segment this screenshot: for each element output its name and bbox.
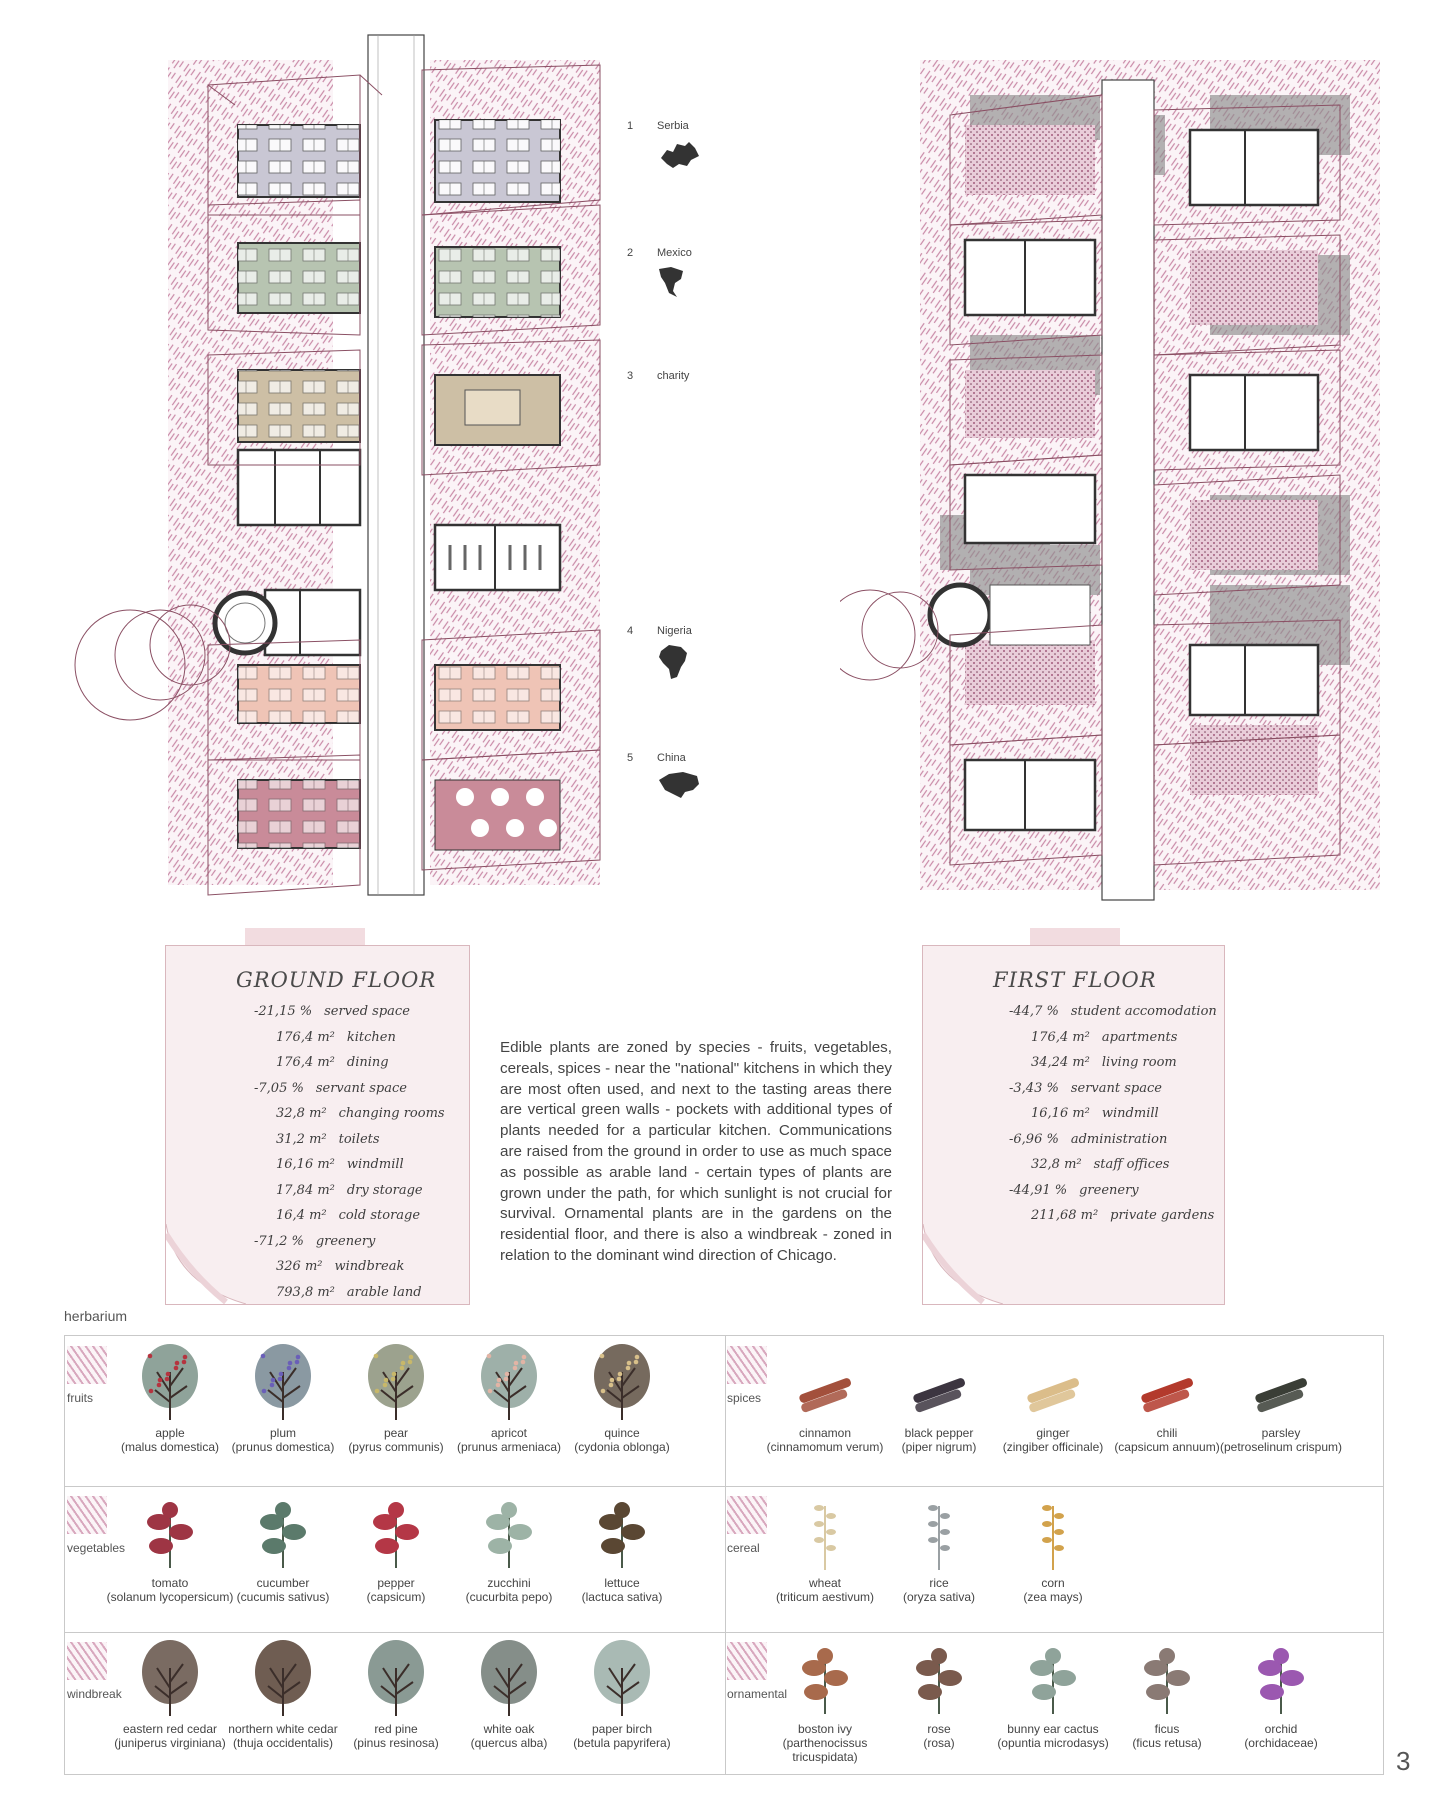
country-name: charity [657, 370, 690, 382]
pear-icon [361, 1342, 431, 1422]
note-line-value: 31,2 m² [276, 1131, 327, 1147]
plant-latin-name: (capsicum) [366, 1590, 426, 1604]
note-line [254, 1234, 375, 1249]
plant-name: quince [604, 1426, 640, 1440]
note-line-label: windmill [346, 1157, 404, 1172]
plant-latin-name: (zingiber officinale) [1002, 1440, 1104, 1454]
ground-floor-plan [60, 25, 720, 905]
plant-name: northern white cedar [228, 1722, 338, 1736]
note-line-label: arable land [346, 1284, 422, 1300]
note-line [1009, 1183, 1139, 1198]
plant-latin-name: (opuntia microdasys) [997, 1736, 1109, 1750]
cinnamon-icon [790, 1342, 860, 1422]
plant-latin-name: (betula papyrifera) [573, 1736, 671, 1750]
plant-latin-name: (malus domestica) [120, 1440, 220, 1454]
mexico-dining [435, 247, 560, 317]
plant-latin-name: (capsicum annuum) [1114, 1440, 1220, 1454]
note-line-value: -71,2 % [254, 1233, 304, 1249]
note-line-value: 16,16 m² [1031, 1106, 1090, 1121]
plant-name: ginger [1036, 1426, 1070, 1440]
note-line-value: 34,24 m² [1031, 1055, 1090, 1070]
plant-name: bunny ear cactus [1007, 1722, 1099, 1736]
orchid-icon [1246, 1638, 1316, 1718]
tomato-icon [135, 1492, 205, 1572]
note-line-label: servant space [315, 1080, 407, 1096]
paper-birch-icon [587, 1638, 657, 1718]
apple-icon [135, 1342, 205, 1422]
plant-name: cucumber [256, 1576, 310, 1590]
note-line-value: 17,84 m² [276, 1182, 335, 1198]
country-number: 1 [627, 120, 634, 132]
north-america-map-icon [657, 265, 687, 299]
ficus-icon [1132, 1638, 1202, 1718]
plant-name: wheat [808, 1576, 842, 1590]
nigeria-kitchen [238, 665, 360, 723]
black-pepper-icon [904, 1342, 974, 1422]
plant-latin-name: (petroselinum crispum) [1219, 1440, 1343, 1454]
plant-latin-name: (orchidaceae) [1244, 1736, 1318, 1750]
private-garden [965, 125, 1095, 195]
country-number: 5 [627, 752, 634, 764]
category-label: fruits [67, 1391, 94, 1405]
plant-item [1206, 1638, 1356, 1750]
plant-name: cinnamon [798, 1426, 852, 1440]
plant-name: lettuce [604, 1576, 640, 1590]
country-name: Nigeria [657, 625, 692, 637]
lettuce-icon [587, 1492, 657, 1572]
plant-latin-name: (rosa) [923, 1736, 955, 1750]
private-garden [1190, 500, 1318, 570]
plant-latin-name: (ficus retusa) [1132, 1736, 1202, 1750]
note-line [276, 1157, 404, 1172]
changing-rooms [238, 450, 360, 525]
note-line [1009, 1132, 1167, 1147]
note-line-label: private gardens [1110, 1208, 1215, 1223]
asia-map-icon [657, 770, 701, 800]
note-line [1009, 1004, 1217, 1019]
ground-floor-note [165, 945, 470, 1305]
country-number: 3 [627, 370, 634, 382]
plant-name: white oak [483, 1722, 535, 1736]
note-line [254, 1004, 410, 1019]
plant-latin-name: (solanum lycopersicum) [106, 1590, 234, 1604]
note-line [1031, 1106, 1159, 1121]
page-curl-icon [166, 1224, 246, 1304]
note-line-label: greenery [315, 1233, 376, 1249]
note-line [1031, 1208, 1214, 1223]
chili-icon [1132, 1342, 1202, 1422]
zucchini-icon [474, 1492, 544, 1572]
red-pine-icon [361, 1638, 431, 1718]
wheat-icon [790, 1492, 860, 1572]
plant-item [547, 1638, 697, 1750]
category-label: spices [727, 1391, 762, 1405]
note-line [276, 1030, 396, 1045]
mexico-kitchen [238, 243, 360, 313]
storage-rooms [265, 590, 360, 655]
project-description: Edible plants are zoned by species - fruits, vegetables, cereals, spices - near the "national" kitchens in which they are most often used, and next to the tasting areas there are vertical green walls - pockets with additional types of plants needed for a particular kitchen. Communications are raised from the ground in order to use as much space as possible as arable land - certain types of plants are grown under the path, for which sunlight is not crucial for survival. Ornamental plants are in the gardens on the residential floor, and there is also a windbreak - zoned in relation to the dominant wind direction of Chicago. [500, 1039, 892, 1264]
serbia-dining [435, 120, 560, 202]
country-label-charity [627, 370, 717, 440]
note-line-value: 16,16 m² [276, 1157, 335, 1172]
plant-latin-name: (prunus domestica) [231, 1440, 335, 1454]
corn-icon [1018, 1492, 1088, 1572]
plant-latin-name: (pinus resinosa) [353, 1736, 439, 1750]
note-line-label: living room [1101, 1055, 1177, 1070]
nigeria-dining [435, 665, 560, 730]
note-line [1031, 1030, 1177, 1045]
country-label-serbia [627, 120, 717, 190]
note-line [276, 1055, 389, 1070]
plant-latin-name: (cydonia oblonga) [574, 1440, 670, 1454]
private-garden [965, 370, 1095, 438]
rose-icon [904, 1638, 974, 1718]
note-line-label: changing rooms [338, 1106, 445, 1121]
note-line-label: toilets [338, 1131, 380, 1147]
note-line-value: 326 m² [276, 1259, 323, 1274]
cucumber-icon [248, 1492, 318, 1572]
plant-latin-name: (cucurbita pepo) [465, 1590, 553, 1604]
plant-latin-name: (lactuca sativa) [581, 1590, 663, 1604]
country-label-mexico [627, 247, 717, 317]
toilets [435, 525, 560, 590]
category-label: vegetables [67, 1541, 126, 1555]
plant-name: rose [927, 1722, 951, 1736]
note-line [276, 1106, 445, 1121]
rice-icon [904, 1492, 974, 1572]
plant-latin-name: (cucumis sativus) [236, 1590, 330, 1604]
note-line-value: 793,8 m² [276, 1284, 335, 1300]
plant-name: pepper [377, 1576, 415, 1590]
plant-name: ficus [1154, 1722, 1180, 1736]
pepper-icon [361, 1492, 431, 1572]
plant-name: rice [929, 1576, 949, 1590]
note-line-value: 176,4 m² [1031, 1029, 1090, 1045]
plant-name: apple [155, 1426, 185, 1440]
plant-latin-name: (prunus armeniaca) [456, 1440, 562, 1454]
plant-latin-name: (zea mays) [1023, 1590, 1083, 1604]
note-line-value: 16,4 m² [276, 1208, 327, 1223]
plant-latin-name: (oryza sativa) [902, 1590, 976, 1604]
note-line [276, 1259, 404, 1274]
plant-name: boston ivy [797, 1722, 853, 1736]
plant-latin-name: (parthenocissus tricuspidata) [782, 1736, 868, 1764]
note-line-label: student accomodation [1070, 1004, 1217, 1019]
china-kitchen [238, 780, 360, 848]
note-line-value: -3,43 % [1009, 1080, 1059, 1096]
white-oak-icon [474, 1638, 544, 1718]
note-line-label: servant space [1070, 1080, 1162, 1096]
note-title: FIRST FLOOR [993, 968, 1157, 992]
plant-name: eastern red cedar [122, 1722, 218, 1736]
central-corridor [368, 35, 424, 895]
herbarium-table [64, 1335, 1384, 1775]
plant-item [547, 1342, 697, 1454]
page-number: 3 [1396, 1746, 1411, 1776]
country-name: Mexico [657, 247, 692, 259]
plant-name: tomato [151, 1576, 189, 1590]
note-line [276, 1285, 422, 1300]
china-dining [435, 780, 560, 850]
note-line-label: windmill [1101, 1106, 1159, 1121]
private-garden [1190, 250, 1318, 325]
plant-name: plum [269, 1426, 296, 1440]
africa-map-icon [657, 643, 691, 681]
note-line-value: -44,91 % [1009, 1182, 1068, 1198]
country-number: 4 [627, 625, 634, 637]
note-line [1009, 1081, 1162, 1096]
category-label: ornamental [727, 1687, 788, 1701]
note-line-value: 176,4 m² [276, 1055, 335, 1070]
note-line [276, 1132, 380, 1147]
first-floor-plan [840, 25, 1400, 905]
country-label-nigeria [627, 625, 717, 695]
note-line-label: apartments [1101, 1029, 1178, 1045]
note-line-value: 211,68 m² [1031, 1208, 1099, 1223]
plant-latin-name: (cinnamomum verum) [766, 1440, 884, 1454]
boston-ivy-icon [790, 1638, 860, 1718]
charity-dining [435, 375, 560, 445]
plant-name: apricot [490, 1426, 528, 1440]
note-line-label: cold storage [338, 1208, 421, 1223]
plant-name: chili [1156, 1426, 1178, 1440]
europe-map-icon [657, 138, 701, 170]
note-line-label: greenery [1079, 1182, 1139, 1198]
plant-name: orchid [1264, 1722, 1298, 1736]
note-line [1031, 1055, 1177, 1070]
country-name: China [657, 752, 686, 764]
plant-name: zucchini [487, 1576, 531, 1590]
plant-name: corn [1041, 1576, 1065, 1590]
category-label: cereal [727, 1541, 760, 1555]
plant-item [1206, 1342, 1356, 1454]
country-number: 2 [627, 247, 634, 259]
quince-icon [587, 1342, 657, 1422]
plum-icon [248, 1342, 318, 1422]
note-line [254, 1081, 407, 1096]
plant-latin-name: (juniperus virginiana) [114, 1736, 226, 1750]
page-curl-icon [923, 1224, 1003, 1304]
note-line-value: 32,8 m² [276, 1106, 327, 1121]
note-line-value: -21,15 % [254, 1004, 313, 1019]
plant-name: black pepper [904, 1426, 974, 1440]
apricot-icon [474, 1342, 544, 1422]
note-line-label: dining [346, 1055, 389, 1070]
note-line-value: -7,05 % [254, 1080, 304, 1096]
note-line [1031, 1157, 1169, 1172]
parsley-icon [1246, 1342, 1316, 1422]
note-line-label: windbreak [334, 1259, 405, 1274]
plant-item [978, 1492, 1128, 1604]
country-label-china [627, 752, 717, 822]
plant-item [547, 1492, 697, 1604]
note-line-value: -44,7 % [1009, 1004, 1059, 1019]
plant-latin-name: (piper nigrum) [901, 1440, 977, 1454]
note-line-label: administration [1070, 1131, 1168, 1147]
private-garden [1190, 725, 1318, 795]
plant-name: red pine [374, 1722, 418, 1736]
note-line-label: staff offices [1093, 1157, 1170, 1172]
private-garden [965, 640, 1095, 705]
note-line-value: -6,96 % [1009, 1131, 1059, 1147]
country-name: Serbia [657, 120, 689, 132]
note-line [276, 1183, 423, 1198]
note-line-label: kitchen [346, 1029, 396, 1045]
note-line-label: served space [324, 1004, 410, 1019]
plant-name: paper birch [591, 1722, 653, 1736]
northern-white-cedar-icon [248, 1638, 318, 1718]
plant-latin-name: (thuja occidentalis) [232, 1736, 334, 1750]
serbia-kitchen [238, 125, 360, 197]
ginger-icon [1018, 1342, 1088, 1422]
charity-kitchen [238, 370, 360, 442]
category-label: windbreak [67, 1687, 122, 1701]
herbarium-title: herbarium [64, 1308, 128, 1324]
eastern-red-cedar-icon [135, 1638, 205, 1718]
plant-name: parsley [1261, 1426, 1301, 1440]
plant-latin-name: (quercus alba) [470, 1736, 548, 1750]
bunny-ear-cactus-icon [1018, 1638, 1088, 1718]
note-title: GROUND FLOOR [236, 968, 437, 992]
first-floor-corridor [1102, 80, 1154, 900]
first-floor-note [922, 945, 1225, 1305]
note-line-label: dry storage [346, 1182, 423, 1198]
note-line-value: 32,8 m² [1031, 1157, 1082, 1172]
plant-name: pear [383, 1426, 409, 1440]
note-line [276, 1208, 420, 1223]
note-line-value: 176,4 m² [276, 1029, 335, 1045]
plant-latin-name: (triticum aestivum) [775, 1590, 874, 1604]
plant-latin-name: (pyrus communis) [348, 1440, 444, 1454]
